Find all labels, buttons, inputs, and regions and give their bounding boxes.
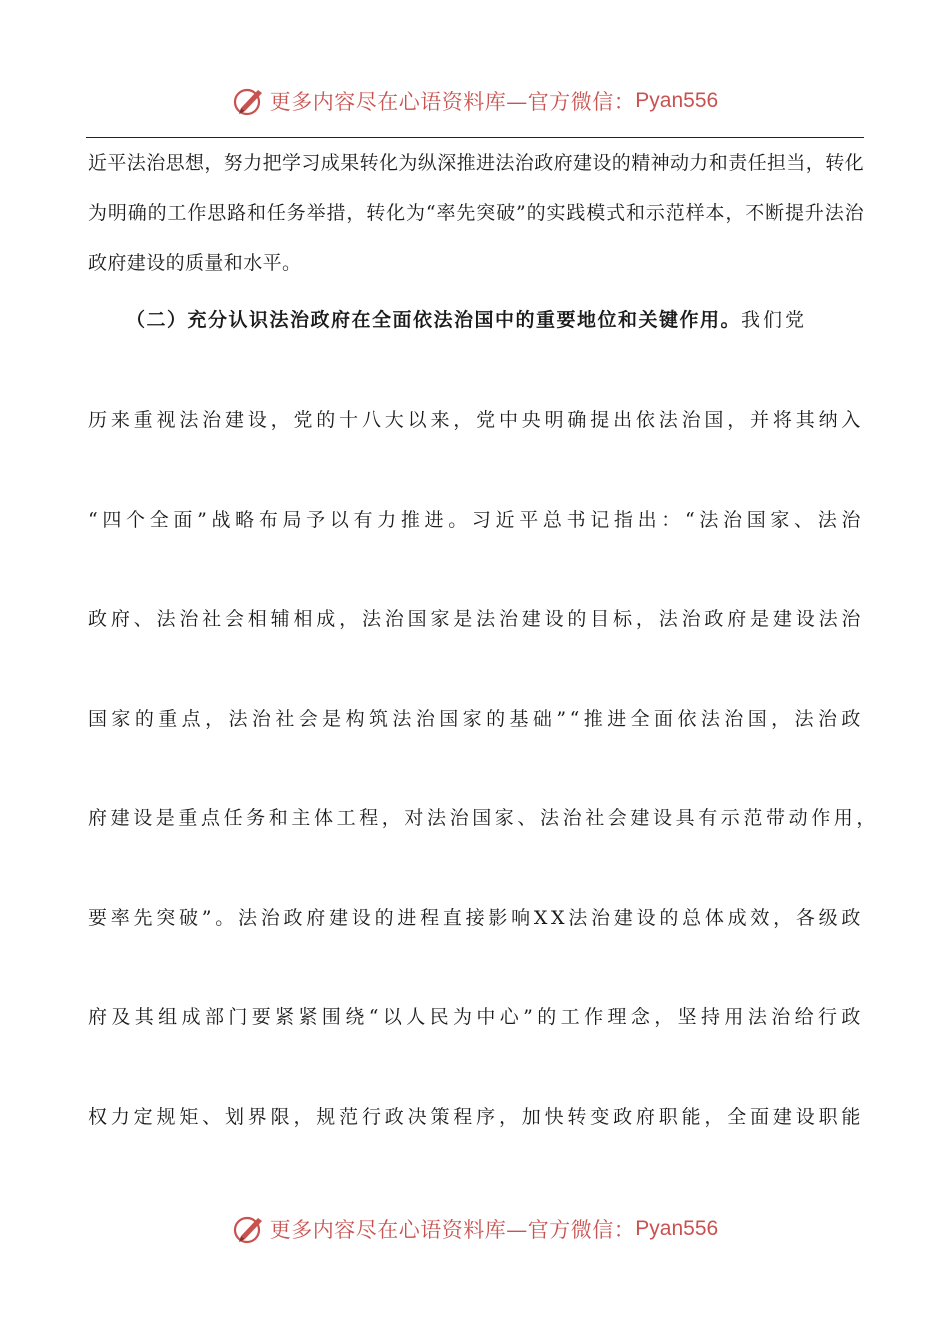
paragraph2-line-7: 府及其组成部门要紧紧围绕“以人民为中心”的工作理念，坚持用法治给行政 xyxy=(88,1006,864,1028)
watermark-wechat-id: Pyan556 xyxy=(635,89,719,112)
footer-watermark xyxy=(0,1212,950,1246)
section-heading-line xyxy=(126,305,864,332)
paragraph2-line-8: 权力定规矩、划界限，规范行政决策程序，加快转变政府职能，全面建设职能 xyxy=(88,1106,864,1128)
paragraph1-line-2: 为明确的工作思路和任务举措，转化为“率先突破”的实践模式和示范样本，不断提升法治 xyxy=(88,202,864,224)
section-heading-tail: 我们党 xyxy=(741,309,808,331)
paragraph1-line-3: 政府建设的质量和水平。 xyxy=(88,252,302,274)
pen-circle-logo-icon xyxy=(232,84,266,118)
header-watermark xyxy=(0,84,950,118)
watermark-text: 更多内容尽在心语资料库—官方微信： xyxy=(269,1218,636,1242)
paragraph2-line-2: “四个全面”战略布局予以有力推进。习近平总书记指出：“法治国家、法治 xyxy=(88,509,864,531)
paragraph2-line-4: 国家的重点，法治社会是构筑法治国家的基础”“推进全面依法治国，法治政 xyxy=(88,708,864,730)
paragraph2-line-6: 要率先突破”。法治政府建设的进程直接影响XX法治建设的总体成效，各级政 xyxy=(88,907,864,929)
watermark-wechat-id: Pyan556 xyxy=(635,1217,719,1240)
paragraph2-line-5: 府建设是重点任务和主体工程，对法治国家、法治社会建设具有示范带动作用， xyxy=(88,807,880,829)
section-heading: （二）充分认识法治政府在全面依法治国中的重要地位和关键作用。 xyxy=(126,309,742,331)
paragraph1-line-1: 近平法治思想，努力把学习成果转化为纵深推进法治政府建设的精神动力和责任担当，转化 xyxy=(88,152,865,174)
pen-circle-logo-icon xyxy=(232,1212,266,1246)
header-divider xyxy=(86,137,864,138)
paragraph2-line-3: 政府、法治社会相辅相成，法治国家是法治建设的目标，法治政府是建设法治 xyxy=(88,608,864,630)
paragraph2-line-1: 历来重视法治建设，党的十八大以来，党中央明确提出依法治国，并将其纳入 xyxy=(88,409,864,431)
watermark-text: 更多内容尽在心语资料库—官方微信： xyxy=(269,90,636,114)
